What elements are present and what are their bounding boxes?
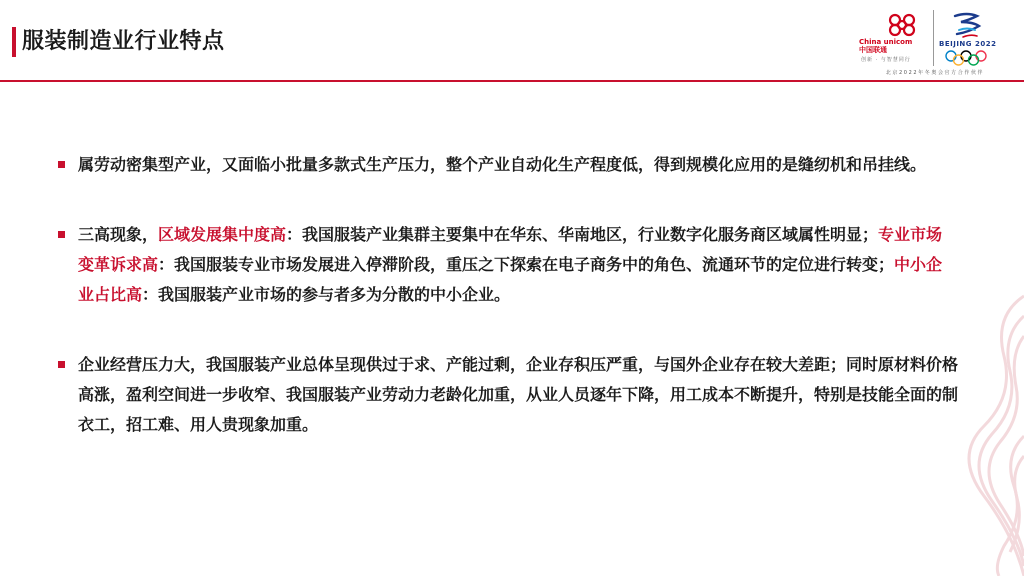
bullet-item	[58, 350, 958, 440]
bullet-item	[58, 220, 958, 310]
bullet-item	[58, 150, 958, 180]
china-unicom-logo-text	[859, 38, 912, 54]
bullet-list	[58, 150, 958, 440]
china-unicom-logo-icon	[885, 12, 919, 38]
decorative-corner-pattern	[924, 276, 1024, 576]
unicom-slogan: 创新 · 与智慧同行	[861, 57, 911, 63]
title-accent-bar	[12, 27, 16, 57]
unicom-english-name: China unicom	[859, 38, 913, 46]
highlight-text: 中小企业占比高	[78, 255, 943, 304]
logo-divider	[933, 10, 934, 66]
page-title: 服装制造业行业特点	[22, 29, 225, 54]
unicom-chinese-name: 中国联通	[859, 46, 887, 54]
bullet-marker-icon	[58, 161, 65, 168]
beijing-2022-text: BEIJING 2022	[939, 40, 997, 48]
highlight-text: 区域发展集中度高	[158, 225, 287, 244]
beijing-2022-emblem-icon	[947, 10, 987, 40]
bullet-text: ：我国服装专业市场发展进入停滞阶段，重压之下探索在电子商务中的角色、流通环节的定位进行转变；	[158, 255, 895, 274]
bullet-text: 属劳动密集型产业，又面临小批量多款式生产压力，整个产业自动化生产程度低，得到规模化应用的是缝纫机和吊挂线。	[78, 155, 927, 174]
bullet-marker-icon	[58, 231, 65, 238]
bullet-text: 三高现象，	[78, 225, 159, 244]
bullet-marker-icon	[58, 361, 65, 368]
bullet-text: 企业经营压力大，我国服装产业总体呈现供过于求、产能过剩，企业存积压严重，与国外企业存在较大差距；同时原材料价格高涨，盈利空间进一步收窄、我国服装产业劳动力老龄化加重，从业人员逐年下降，用工成本不断提升，特别是技能全面的制衣工，招工难、用人贵现象加重。	[78, 355, 959, 434]
bullet-text: ：我国服装产业市场的参与者多为分散的中小企业。	[142, 285, 511, 304]
highlight-text: 专业市场变革诉求高	[78, 225, 943, 274]
olympic-partner-text: 北京2022年冬奥会官方合作伙伴	[885, 70, 985, 76]
logo-area	[855, 10, 1015, 78]
bullet-text: ：我国服装产业集群主要集中在华东、华南地区，行业数字化服务商区域属性明显；	[286, 225, 879, 244]
olympic-rings-icon	[943, 50, 989, 66]
header-divider	[0, 80, 1024, 82]
